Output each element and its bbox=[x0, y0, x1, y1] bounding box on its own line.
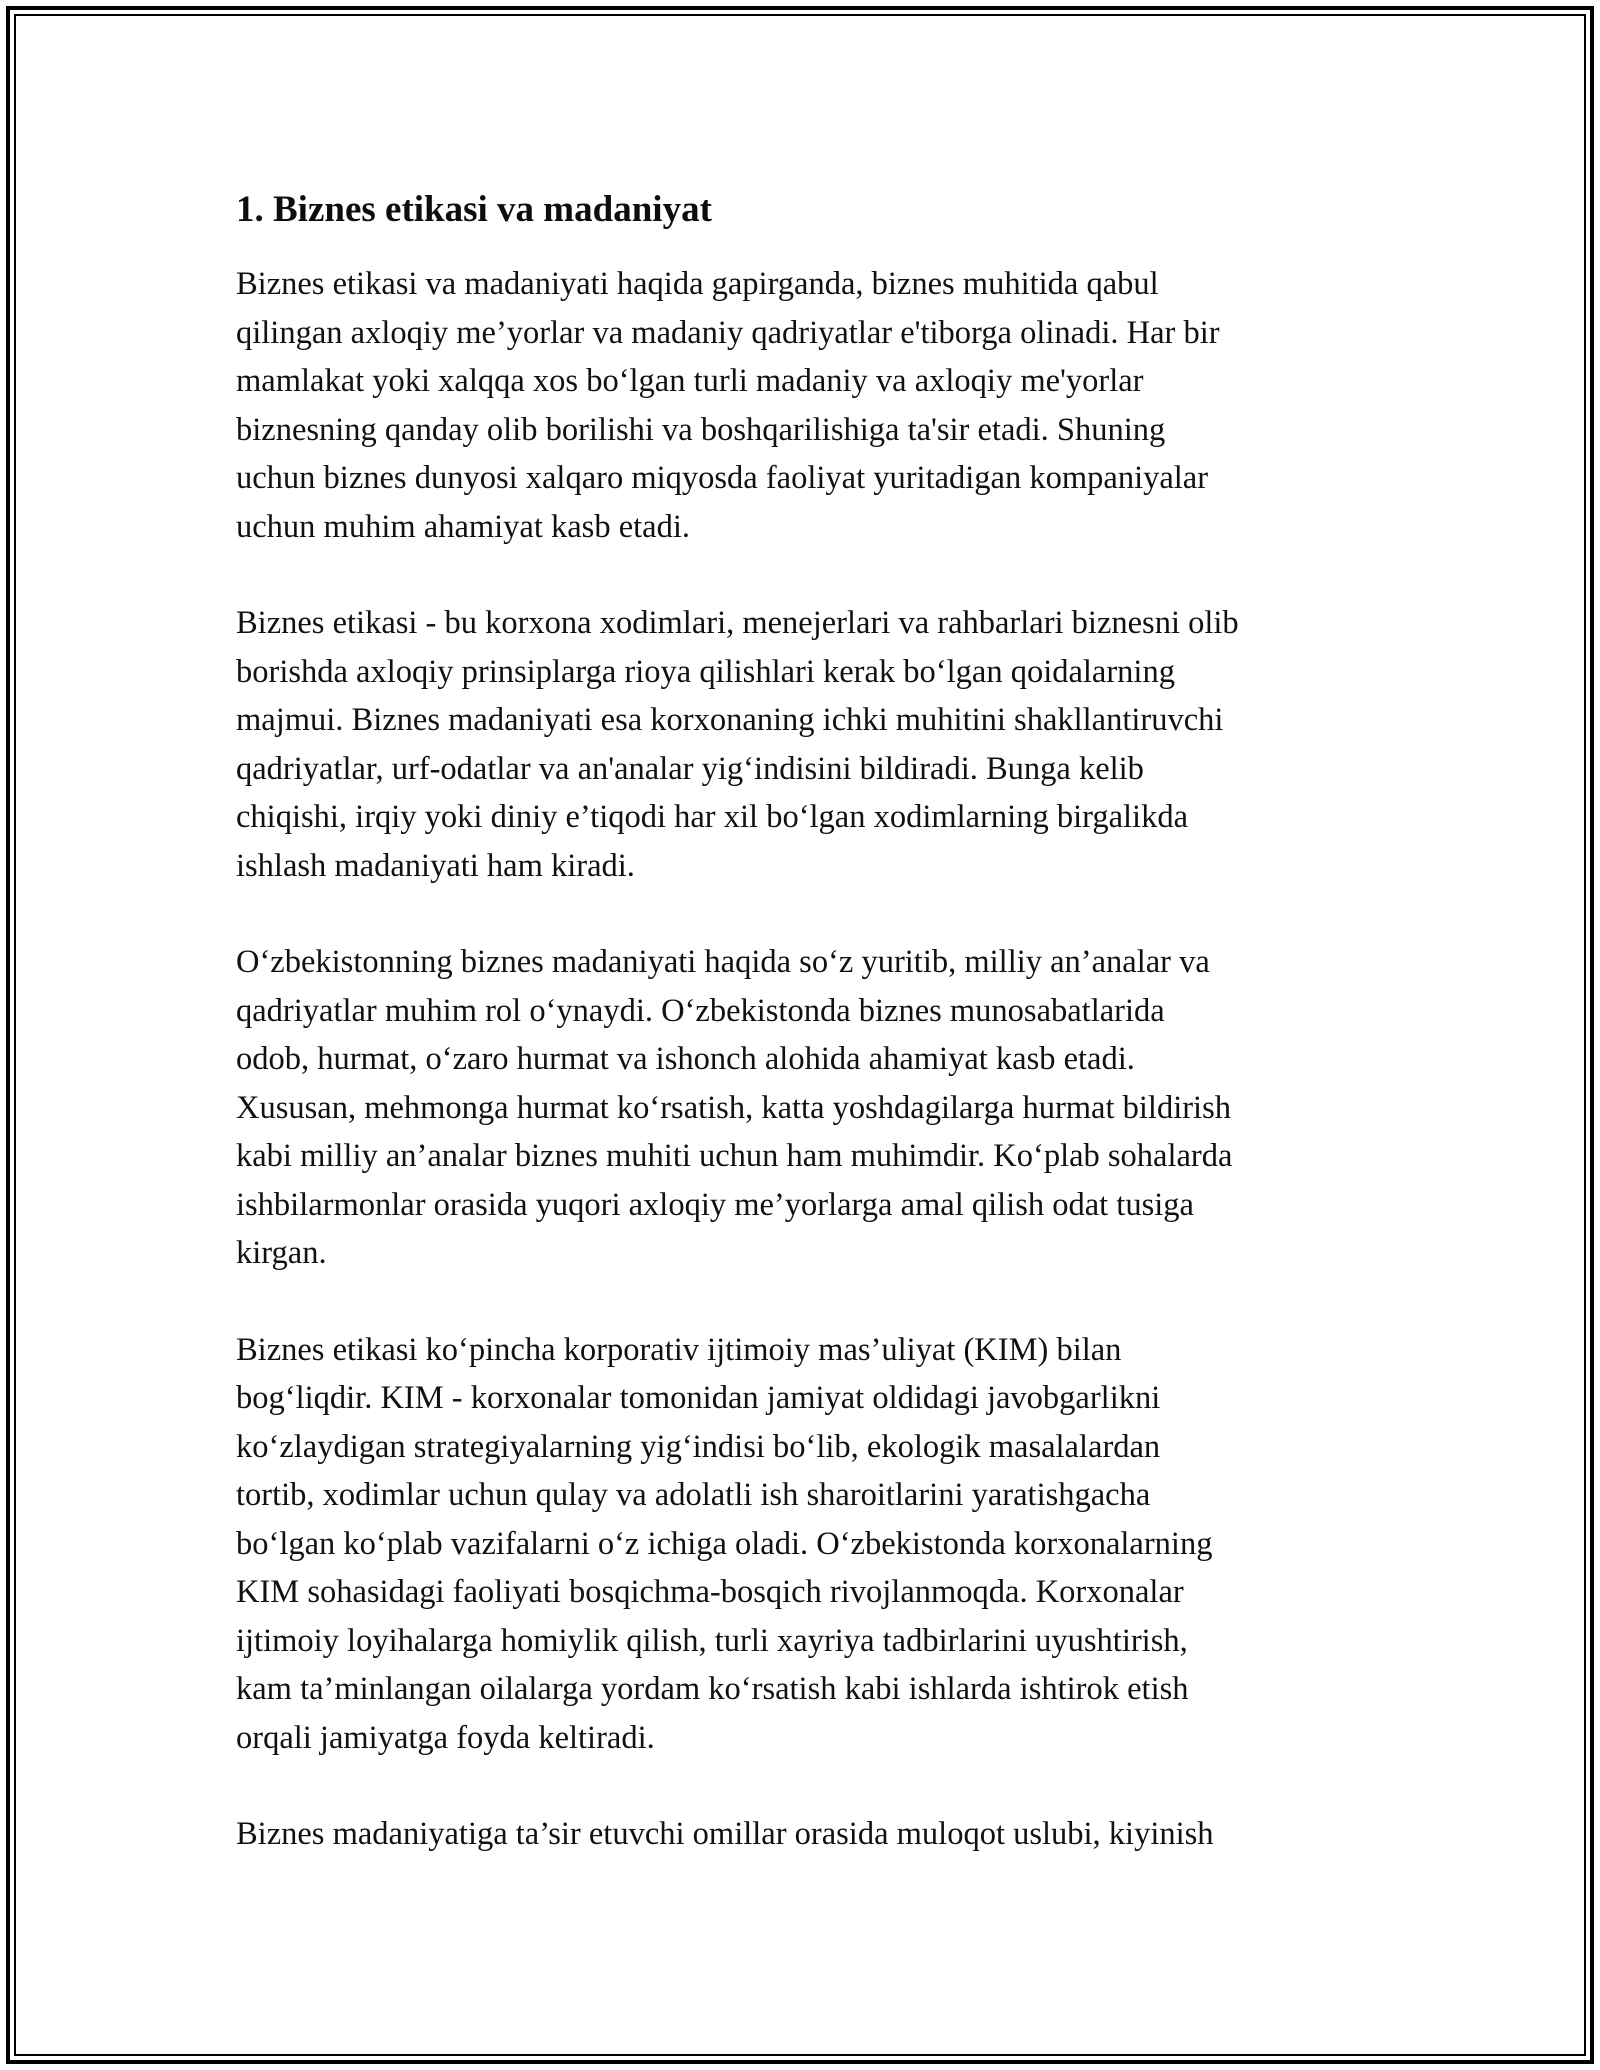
paragraph bbox=[236, 1326, 1386, 1763]
paragraph-line: ishbilarmonlar orasida yuqori axloqiy me’yorlarga amal qilish odat tusiga bbox=[236, 1186, 1194, 1223]
paragraph bbox=[236, 1810, 1386, 1859]
paragraph-line: KIM sohasidagi faoliyati bosqichma-bosqich rivojlanmoqda. Korxonalar bbox=[236, 1574, 1184, 1610]
document-content bbox=[236, 186, 1386, 1907]
paragraph-line: orqali jamiyatga foyda keltiradi. bbox=[236, 1719, 655, 1756]
paragraph-line: chiqishi, irqiy yoki diniy e’tiqodi har xil bo‘lgan xodimlarning birgalikda bbox=[236, 799, 1189, 835]
paragraph bbox=[236, 599, 1386, 890]
paragraph-line: ijtimoiy loyihalarga homiylik qilish, turli xayriya tadbirlarini uyushtirish, bbox=[236, 1622, 1188, 1659]
paragraph-line: kirgan. bbox=[236, 1235, 327, 1271]
paragraph-line: odob, hurmat, o‘zaro hurmat va ishonch alohida ahamiyat kasb etadi. bbox=[236, 1041, 1135, 1077]
paragraph-line: majmui. Biznes madaniyati esa korxonaning ichki muhitini shakllantiruvchi bbox=[236, 702, 1224, 738]
paragraph-line: biznesning qanday olib borilishi va boshqarilishiga ta'sir etadi. Shuning bbox=[236, 411, 1166, 448]
paragraph-line: uchun biznes dunyosi xalqaro miqyosda faoliyat yuritadigan kompaniyalar bbox=[236, 460, 1209, 496]
paragraph-line: mamlakat yoki xalqqa xos bo‘lgan turli madaniy va axloqiy me'yorlar bbox=[236, 363, 1144, 399]
section-heading: 1. Biznes etikasi va madaniyat bbox=[236, 189, 712, 230]
paragraph-line: Biznes etikasi ko‘pincha korporativ ijtimoiy mas’uliyat (KIM) bilan bbox=[236, 1331, 1122, 1368]
paragraph-line: Biznes madaniyatiga ta’sir etuvchi omillar orasida muloqot uslubi, kiyinish bbox=[236, 1816, 1214, 1852]
paragraph-line: bo‘lgan ko‘plab vazifalarni o‘z ichiga oladi. O‘zbekistonda korxonalarning bbox=[236, 1525, 1213, 1562]
paragraph-line: qadriyatlar, urf-odatlar va an'analar yig‘indisini bildiradi. Bunga kelib bbox=[236, 750, 1144, 787]
paragraph-line: Xususan, mehmonga hurmat ko‘rsatish, katta yoshdagilarga hurmat bildirish bbox=[236, 1089, 1231, 1126]
paragraph-line: borishda axloqiy prinsiplarga rioya qilishlari kerak bo‘lgan qoidalarning bbox=[236, 653, 1175, 690]
paragraph-line: kabi milliy an’analar biznes muhiti uchun ham muhimdir. Ko‘plab sohalarda bbox=[236, 1138, 1233, 1174]
paragraph-line: ishlash madaniyati ham kiradi. bbox=[236, 847, 635, 884]
paragraph-line: tortib, xodimlar uchun qulay va adolatli ish sharoitlarini yaratishgacha bbox=[236, 1477, 1151, 1513]
paragraph bbox=[236, 938, 1386, 1278]
paragraph-line: uchun muhim ahamiyat kasb etadi. bbox=[236, 508, 690, 545]
paragraph-line: bog‘liqdir. KIM - korxonalar tomonidan jamiyat oldidagi javobgarlikni bbox=[236, 1380, 1161, 1416]
paragraph-line: qilingan axloqiy me’yorlar va madaniy qadriyatlar e'tiborga olinadi. Har bir bbox=[236, 314, 1220, 351]
paragraph-line: qadriyatlar muhim rol o‘ynaydi. O‘zbekistonda biznes munosabatlarida bbox=[236, 992, 1165, 1029]
paragraph-line: O‘zbekistonning biznes madaniyati haqida so‘z yuritib, milliy an’analar va bbox=[236, 944, 1210, 980]
paragraph bbox=[236, 260, 1386, 551]
paragraph-line: ko‘zlaydigan strategiyalarning yig‘indisi bo‘lib, ekologik masalalardan bbox=[236, 1428, 1161, 1465]
paragraph-line: Biznes etikasi - bu korxona xodimlari, menejerlari va rahbarlari biznesni olib bbox=[236, 605, 1239, 641]
paragraph-line: kam ta’minlangan oilalarga yordam ko‘rsatish kabi ishlarda ishtirok etish bbox=[236, 1671, 1189, 1707]
paragraph-line: Biznes etikasi va madaniyati haqida gapirganda, biznes muhitida qabul bbox=[236, 266, 1159, 302]
